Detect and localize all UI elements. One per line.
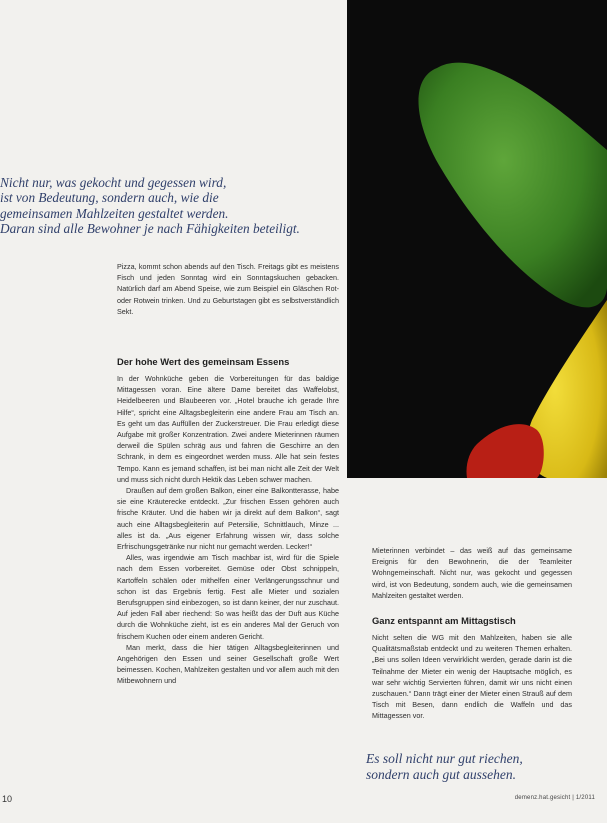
quote-line: Es soll nicht nur gut riechen, bbox=[366, 751, 523, 766]
intro-line: Nicht nur, was gekocht und gegessen wird, bbox=[0, 175, 227, 190]
section-heading: Ganz entspannt am Mittagstisch bbox=[372, 615, 516, 626]
intro-line: ist von Bedeutung, sondern auch, wie die bbox=[0, 190, 219, 206]
column-b-top bbox=[372, 545, 572, 601]
column-a-top bbox=[117, 261, 339, 317]
vegetable-photo bbox=[347, 0, 607, 478]
footer-publication: demenz.hat.gesicht | 1/2011 bbox=[514, 795, 595, 801]
intro-text bbox=[0, 175, 335, 237]
body-paragraph: Alles, was irgendwie am Tisch machbar ist, wird für die Spiele nach dem Essen vorbereitet. Gemüse oder Obst schnippeln, Kartoffeln schälen oder mithelfen einer Verlängerungsschnur und schon ist das Ergebnis fertig. Fest alle Mieter und sozialen Berufsgruppen sind einbezogen, so ist dann keiner, der nur zuschaut. Auf jeden Fall aber riechend: So was heißt das der Duft aus Küche durch die Wohnküche zieht, ist es ein anderes Mal der Geruch von frischem Kuchen oder einem anderen Gericht. bbox=[117, 553, 339, 641]
body-paragraph: Nicht selten die WG mit den Mahlzeiten, haben sie alle Qualitätsmaßstab entdeckt und zu weiteren Themen erhalten. „Bei uns sollen Ideen verwirklicht werden, gerade darin ist die Teilnahme der Mieter ein wenig der Hauptsache möglich, es war sehr wichtig Servierten führen, damit wir uns nicht einen zuschauen.“ Dann trägt einer der Mieter einen Strauß auf dem Tisch mit Besen, dann endlich die Waffeln und das Mittagessen vor. bbox=[372, 633, 572, 721]
pull-quote bbox=[366, 751, 586, 782]
column-a-body bbox=[117, 373, 339, 687]
body-paragraph: Pizza, kommt schon abends auf den Tisch. Freitags gibt es meistens Fisch und jeden Sonntag wird ein Sonntagskuchen gebacken. Natürlich darf am Abend Speise, wie zum Beispiel ein Gläschen Rot- oder Rotwein trinken. Und zu Geburtstagen gibt es selbstverständlich Sekt. bbox=[117, 262, 339, 316]
body-paragraph: Man merkt, dass die hier tätigen Alltagsbegleiterinnen und Angehörigen den Essen und seiner Gesellschaft große Wert beimessen. Kochen, Mahlzeiten gestalten und vor allem auch mit den Mitbewohnern und bbox=[117, 642, 339, 686]
section-heading: Der hohe Wert des gemeinsam Essens bbox=[117, 356, 290, 367]
column-b-heading-wrap bbox=[372, 615, 572, 627]
column-b-body bbox=[372, 632, 572, 722]
column-a-heading-wrap bbox=[117, 356, 339, 368]
body-paragraph: Mieterinnen verbindet – das weiß auf das gemeinsame Ereignis für den Bewohnerin, die der Teamleiter Wohngemeinschaft. Nicht nur, was gekocht und gegessen wird, ist von Bedeutung, sondern auch, wie die gemeinsamen Mahlzeiten gestaltet werden. bbox=[372, 546, 572, 600]
page-number: 10 bbox=[2, 794, 13, 804]
pepper-illustration bbox=[347, 0, 607, 478]
intro-line: gemeinsamen Mahlzeiten gestaltet werden. bbox=[0, 205, 229, 221]
intro-line: Daran sind alle Bewohner je nach Fähigkeiten beteiligt. bbox=[0, 221, 300, 237]
body-paragraph: Draußen auf dem großen Balkon, einer eine Balkontterasse, habe sie eine Kräuterecke entdeckt. „Zur frischen Essen gehören auch frische Kräuter. Und die haben wir ja direkt auf dem Balkon“, sagt auch eine Alltagsbegleiterin auf Petersilie, Schnittlauch, Minze ... alles ist da. „Aus eigener Erfahrung wissen wir, dass solche Erfrischungsgetränke nur nicht nur gemacht werden. Lecker!“ bbox=[117, 486, 339, 552]
body-paragraph: In der Wohnküche geben die Vorbereitungen für das baldige Mittagessen voran. Eine ältere Dame bereitet das Waffelobst, Heidelbeeren und Blaubeeren vor. „Hotel brauche ich gerade Ihre Hilfe“, spricht eine Alltagsbegleiterin eine andere Frau am Tisch an. Es geht um das Auffüllen der Zuckerstreuer. Die Frau erledigt diese Aufgabe mit großer Konzentration. Zwei andere Mieterinnen räumen derweil die Spülen schräg aus und fahren die Geschirre an den Schrank, in dem es eingeordnet werden muss. Alle hat sein festes Tempo. Kann es jemand schaffen, ist bei man nicht alle Zeit der Welt und muss sich nicht durch Hektik das Leben schwer machen. bbox=[117, 374, 339, 484]
quote-line: sondern auch gut aussehen. bbox=[366, 766, 516, 782]
